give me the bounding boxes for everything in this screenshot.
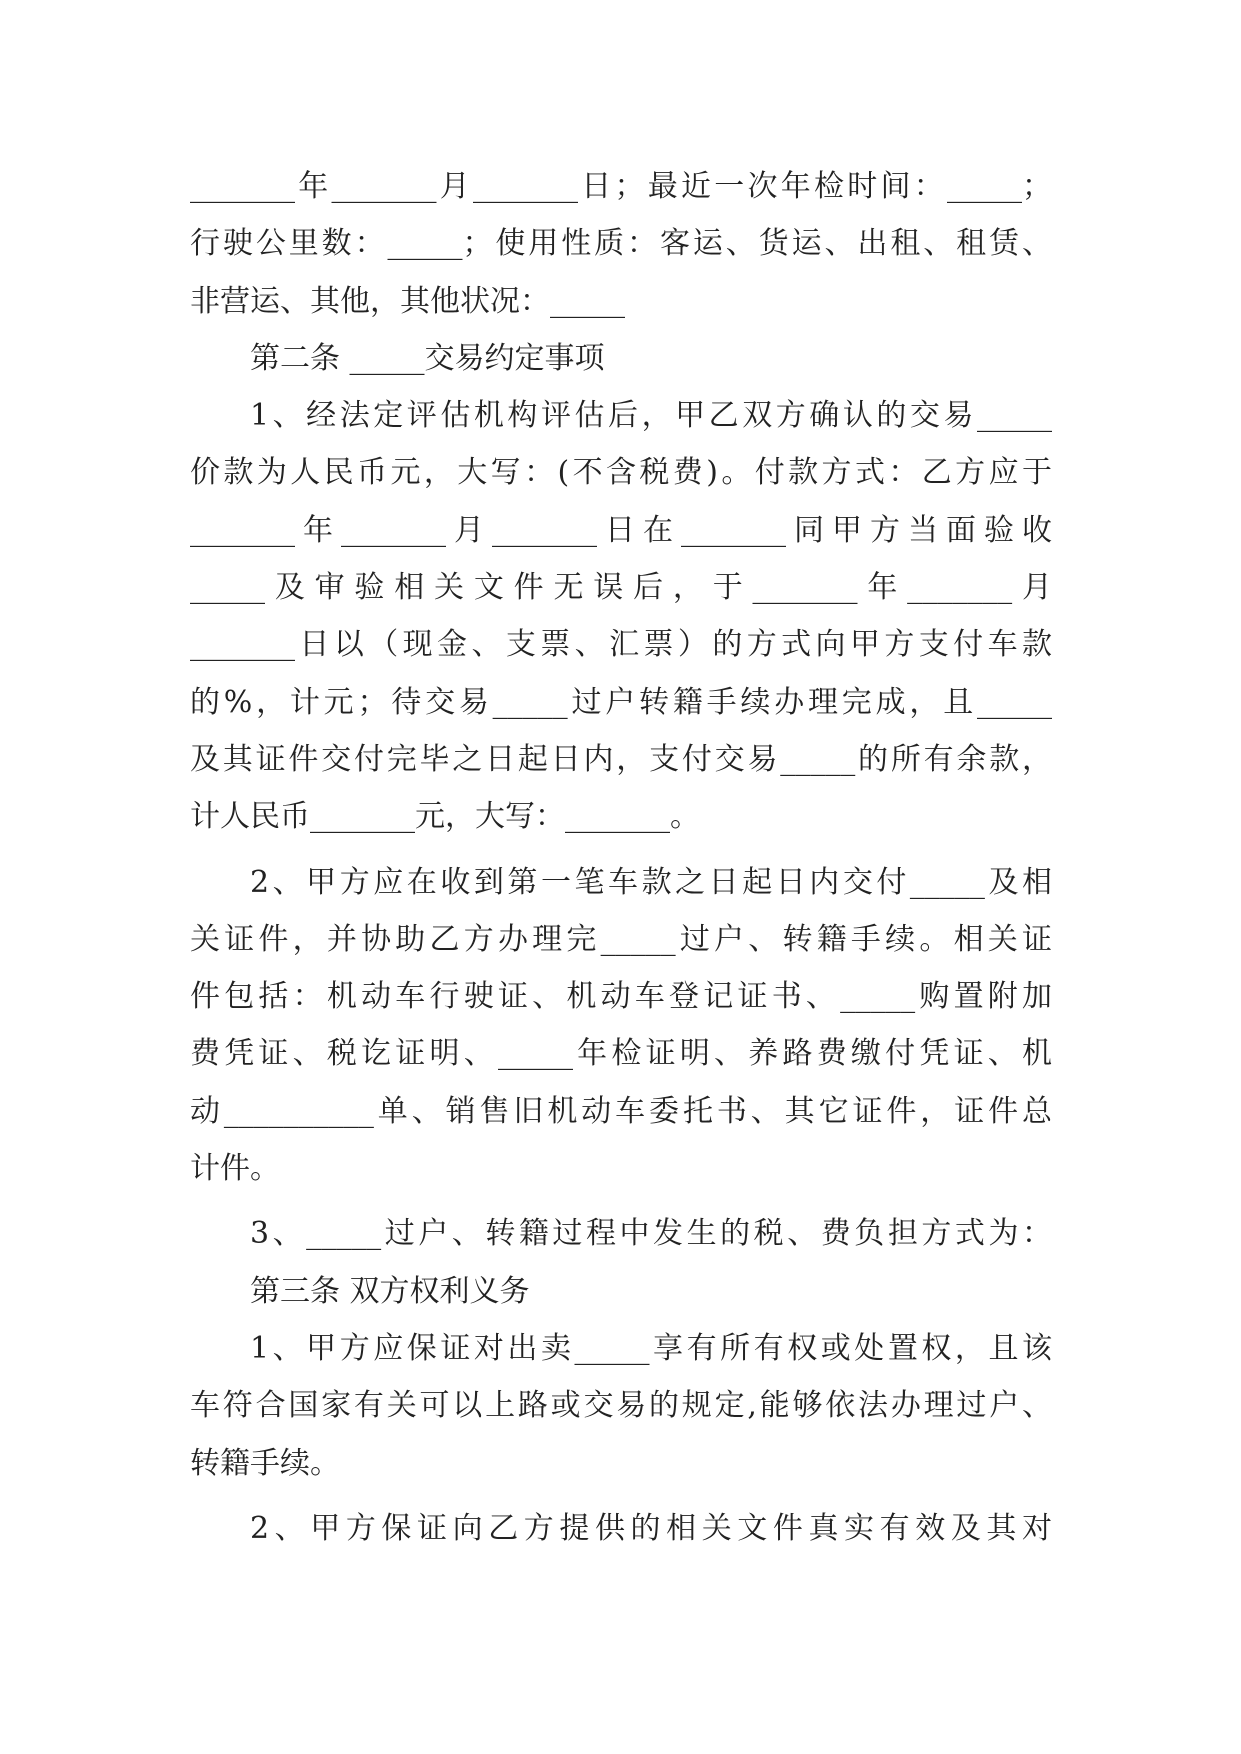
contract-text <box>190 158 1052 1557</box>
text-line: 费凭证、税讫证明、_____年检证明、养路费缴付凭证、机 <box>190 1036 1052 1072</box>
text-line: 件包括：机动车行驶证、机动车登记证书、_____购置附加 <box>190 979 1052 1015</box>
text-line: 车符合国家有关可以上路或交易的规定,能够依法办理过户、 <box>190 1388 1052 1424</box>
text-line: 3、_____过户、转籍过程中发生的税、费负担方式为： <box>250 1216 1052 1252</box>
text-line: _______日以（现金、支票、汇票）的方式向甲方支付车款 <box>190 627 1052 663</box>
text-line: 计人民币_______元，大写：_______。 <box>190 799 700 835</box>
text-line: 价款为人民币元，大写：(不含税费)。付款方式：乙方应于 <box>190 455 1052 491</box>
text-line: 1、经法定评估机构评估后，甲乙双方确认的交易_____ <box>250 398 1052 434</box>
text-line: 非营运、其他，其他状况：_____ <box>190 283 625 319</box>
text-line: 2、甲方应在收到第一笔车款之日起日内交付_____及相 <box>250 864 1052 900</box>
text-line: 动__________单、销售旧机动车委托书、其它证件，证件总 <box>190 1093 1052 1129</box>
text-line: 的%，计元；待交易_____过户转籍手续办理完成，且_____ <box>190 684 1052 720</box>
text-line: 行驶公里数：_____；使用性质：客运、货运、出租、租赁、 <box>190 226 1052 262</box>
text-line: 计件。 <box>190 1151 280 1187</box>
section-heading: 第三条 双方权利义务 <box>250 1273 530 1309</box>
text-line: 及其证件交付完毕之日起日内，支付交易_____的所有余款， <box>190 741 1052 777</box>
section-heading: 第二条 _____交易约定事项 <box>250 340 605 376</box>
text-line: _______年_______月_______日在_______同甲方当面验收 <box>190 512 1052 548</box>
text-line: 转籍手续。 <box>190 1445 340 1481</box>
text-line: _______年_______月_______日；最近一次年检时间：_____； <box>190 169 1052 204</box>
text-line: _____及审验相关文件无误后，于_______年_______月 <box>190 570 1052 606</box>
text-line: 1、甲方应保证对出卖_____享有所有权或处置权，且该 <box>250 1330 1052 1366</box>
text-line: 2、甲方保证向乙方提供的相关文件真实有效及其对 <box>250 1510 1052 1546</box>
text-line: 关证件，并协助乙方办理完_____过户、转籍手续。相关证 <box>190 921 1052 957</box>
